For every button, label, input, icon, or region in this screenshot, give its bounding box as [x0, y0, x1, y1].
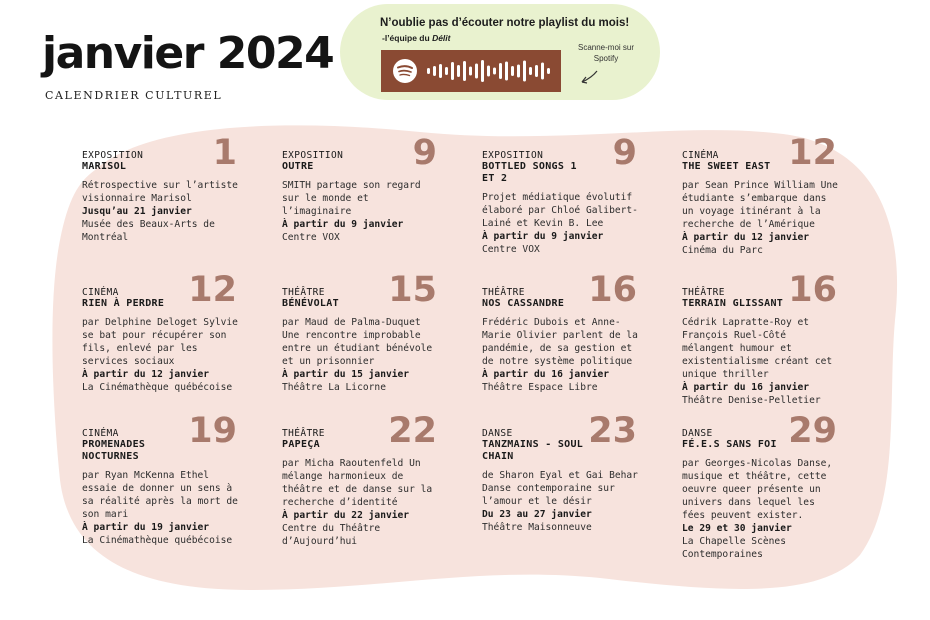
event-category: EXPOSITION [82, 150, 144, 161]
event-description: par Delphine Deloget Sylvie se bat pour récupérer son fils, enlevé par les services sociaux [82, 317, 238, 367]
event-description: Projet médiatique évolutif élaboré par Chloé Galibert-Lainé et Kevin B. Lee [482, 192, 638, 229]
event-day: 29 [788, 411, 837, 451]
page-title: janvier 2024 [42, 28, 334, 79]
event-description: par Ryan McKenna Ethel essaie de donner un sens à sa réalité après la mort de son mari [82, 470, 238, 520]
event-day: 19 [188, 411, 237, 451]
event-date: À partir du 9 janvier [282, 219, 404, 230]
event-card [82, 133, 242, 244]
event-category: THÉÂTRE [282, 428, 325, 439]
event-category: THÉÂTRE [682, 287, 725, 298]
event-venue: Cinéma du Parc [682, 245, 763, 256]
event-name: BÉNÉVOLAT [282, 298, 339, 309]
event-name: RIEN À PERDRE [82, 298, 165, 309]
event-day: 16 [588, 270, 637, 310]
event-day: 1 [212, 133, 237, 173]
event-venue: Centre VOX [482, 244, 540, 255]
event-description: par Maud de Palma-Duquet Une rencontre improbable entre un étudiant bénévole et un prisonnier [282, 317, 433, 367]
event-card [482, 133, 642, 256]
event-description: par Georges-Nicolas Danse, musique et théâtre, cette oeuvre queer présente un univers dans lequel les fées peuvent exister. [682, 458, 833, 521]
event-name: OUTRE [282, 161, 314, 172]
event-venue: La Cinémathèque québécoise [82, 382, 233, 393]
event-name: TANZMAINS - SOUL CHAIN [482, 439, 584, 462]
event-date: À partir du 16 janvier [482, 369, 610, 380]
event-category: THÉÂTRE [482, 287, 525, 298]
playlist-heading: N’oublie pas d’écouter notre playlist du mois! [380, 17, 630, 29]
event-category: CINÉMA [82, 428, 119, 439]
event-venue: Théâtre Maisonneuve [482, 522, 592, 533]
event-category: CINÉMA [82, 287, 119, 298]
event-venue: Théâtre Espace Libre [482, 382, 598, 393]
event-day: 23 [588, 411, 637, 451]
event-category: DANSE [682, 428, 713, 439]
event-day: 12 [788, 133, 837, 173]
playlist-credit [382, 33, 450, 43]
event-day: 9 [412, 133, 437, 173]
event-venue: Centre VOX [282, 232, 340, 243]
playlist-banner [340, 4, 660, 100]
event-name: TERRAIN GLISSANT [682, 298, 784, 309]
event-date: À partir du 12 janvier [682, 232, 810, 243]
event-date: Jusqu’au 21 janvier [82, 206, 192, 217]
event-card [682, 270, 842, 407]
event-card [82, 411, 242, 547]
event-venue: Théâtre Denise-Pelletier [682, 395, 821, 406]
spotify-code[interactable] [381, 50, 561, 92]
event-venue: Centre du Théâtre d’Aujourd’hui [282, 523, 381, 547]
event-category: CINÉMA [682, 150, 719, 161]
event-description: par Sean Prince William Une étudiante s’embarque dans un voyage itinérant à la recherche de l’Amérique [682, 180, 838, 230]
arrow-icon [578, 68, 600, 86]
spotify-code-bars [427, 60, 550, 82]
event-card [482, 270, 642, 394]
playlist-credit-name: Délit [432, 33, 451, 43]
event-venue: La Cinémathèque québécoise [82, 535, 233, 546]
event-name: PROMENADES NOCTURNES [82, 439, 146, 462]
event-card [282, 270, 442, 394]
event-venue: Théâtre La Licorne [282, 382, 386, 393]
event-card [682, 411, 842, 561]
event-date: À partir du 12 janvier [82, 369, 210, 380]
event-day: 12 [188, 270, 237, 310]
playlist-credit-prefix: -l’équipe du [382, 33, 433, 43]
event-description: de Sharon Eyal et Gai Behar Danse contemporaine sur l’amour et le désir [482, 470, 638, 507]
event-card [682, 133, 842, 257]
event-venue: La Chapelle Scènes Contemporaines [682, 536, 786, 560]
event-card [282, 133, 442, 244]
event-date: Du 23 au 27 janvier [482, 509, 592, 520]
event-category: DANSE [482, 428, 513, 439]
event-name: FÉ.E.S SANS FOI [682, 439, 777, 450]
event-category: THÉÂTRE [282, 287, 325, 298]
event-card [482, 411, 642, 534]
event-date: Le 29 et 30 janvier [682, 523, 792, 534]
event-date: À partir du 19 janvier [82, 522, 210, 533]
event-description: Frédéric Dubois et Anne-Marie Olivier parlent de la pandémie, de sa gestion et de notre système politique [482, 317, 638, 367]
event-venue: Musée des Beaux-Arts de Montréal [82, 219, 215, 243]
event-day: 16 [788, 270, 837, 310]
event-description: Cédrik Lapratte-Roy et François Ruel-Côté mélangent humour et existentialisme créant cet unique thriller [682, 317, 833, 380]
event-name: MARISOL [82, 161, 127, 172]
event-date: À partir du 22 janvier [282, 510, 410, 521]
event-name: BOTTLED SONGS 1 ET 2 [482, 161, 577, 184]
page-subtitle: CALENDRIER CULTUREL [45, 89, 223, 102]
event-date: À partir du 15 janvier [282, 369, 410, 380]
event-day: 22 [388, 411, 437, 451]
event-day: 9 [612, 133, 637, 173]
event-description: par Micha Raoutenfeld Un mélange harmonieux de théâtre et de danse sur la recherche d’identité [282, 458, 433, 508]
event-date: À partir du 9 janvier [482, 231, 604, 242]
event-category: EXPOSITION [282, 150, 344, 161]
scan-note: Scanne-moi sur Spotify [577, 43, 635, 63]
event-description: Rétrospective sur l’artiste visionnaire Marisol [82, 180, 238, 204]
event-card [282, 411, 442, 548]
event-category: EXPOSITION [482, 150, 544, 161]
event-description: SMITH partage son regard sur le monde et l’imaginaire [282, 180, 421, 217]
event-name: THE SWEET EAST [682, 161, 771, 172]
spotify-icon [391, 56, 561, 86]
event-card [82, 270, 242, 394]
event-date: À partir du 16 janvier [682, 382, 810, 393]
event-name: PAPEÇA [282, 439, 320, 450]
event-day: 15 [388, 270, 437, 310]
event-name: NOS CASSANDRE [482, 298, 565, 309]
